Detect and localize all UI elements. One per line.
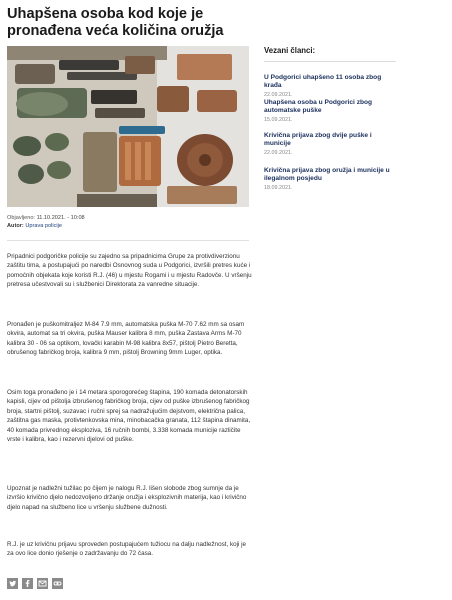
article-paragraph-4: Upoznat je nadležni tužilac po čijem je nalogu R.J. lišen slobode zbog sumnje da je izvršio krivično djelo nedozvoljeno držanje oružja i eksplozivnih materija, kao i krivično djelo napad na službeno lice u vršenju službene dužnosti. — [7, 485, 247, 511]
article-paragraph-1: Pripadnici podgoričke policije su zajedno sa pripadnicima Grupe za protivdiverzionu zaštitu tima, a postupajući po naredbi Osnovnog suda u Podgorici, izvršili pretres kuće i pomoćnih objekata koje koristi R.J. (46) u mjestu Rogami i u mjestu Radovče. U vršenju pretresa učestvovali su i službenici Direktorata za vanredne situacije. — [7, 253, 252, 289]
related-item-1[interactable] — [264, 74, 396, 99]
published-label: Objavljeno: — [7, 215, 35, 221]
related-item-date: 15.09.2021. — [264, 116, 293, 123]
article-paragraph-3: Osim toga pronađeno je i 14 metara sporogorećeg štapina, 190 komada detonatorskih kapisli, cijev od pištolja izbrušenog fabričkog broja, cijev od puške izbrušenog fabričkog broja, startni pištolj, suzavac i ručni sprej sa nadražujućim dejstvom, električna palica, zaštitna gas maska, protivtenkovska mina, minobacačka granata, 112 štapina dinamita, 40 komada privrednog eksploziva, 16 ručnih bombi, 3.338 komada municije različite vrste i kalibra, kao i rezervni djelovi od puške. — [7, 389, 251, 444]
related-item-2[interactable] — [264, 99, 396, 124]
related-item-date: 22.09.2021. — [264, 91, 293, 98]
email-icon[interactable] — [37, 578, 48, 589]
article-paragraph-5: R.J. je uz krivičnu prijavu sproveden postupajućem tužiocu na dalju nadležnost, koji je za ovo lice donio rješenje o zadržavanju do 72 časa. — [7, 541, 247, 558]
related-item-title[interactable]: Krivična prijava zbog dvije puške i municije — [264, 132, 372, 148]
related-item-title[interactable]: U Podgorici uhapšeno 11 osoba zbog krađa — [264, 74, 382, 90]
article-paragraph-2: Pronađen je puškomitraljez M-84 7.9 mm, automatska puška M-70 7.62 mm sa osam okvira, automat sa tri okvira, puška Mauser kalibra 8 mm, puška Zastava Arms M-70 kalibra 30 - 06 sa optikom, lovački karabin M-98 kalibra 8x57, pištolj Pietro Beretta, obrušenog fabričkog broja, kalibra 9 mm, pištolj Browning 9mm Luger, optika. — [7, 321, 245, 357]
related-item-4[interactable] — [264, 167, 396, 192]
link-icon[interactable] — [52, 578, 63, 589]
published-date: 11.10.2021. - 10:08 — [36, 215, 85, 221]
twitter-icon[interactable] — [7, 578, 18, 589]
related-articles — [264, 46, 396, 191]
author-link[interactable]: Uprava policije — [25, 223, 63, 229]
share-bar — [7, 578, 63, 589]
related-item-3[interactable] — [264, 132, 396, 157]
article-title: Uhapšena osoba kod koje je pronađena veća količina oružja — [7, 6, 224, 39]
related-item-title[interactable]: Uhapšena osoba u Podgorici zbog automatske puške — [264, 99, 373, 115]
related-item-title[interactable]: Krivična prijava zbog oružja i municije u ilegalnom posjedu — [264, 167, 390, 183]
facebook-icon[interactable] — [22, 578, 33, 589]
article-photo — [7, 46, 249, 207]
related-heading: Vezani članci: — [264, 46, 396, 62]
author-label: Autor: — [7, 223, 24, 229]
related-item-date: 22.09.2021. — [264, 149, 293, 156]
meta-divider — [7, 240, 249, 241]
related-item-date: 18.09.2021. — [264, 184, 293, 191]
article-meta — [7, 214, 85, 230]
